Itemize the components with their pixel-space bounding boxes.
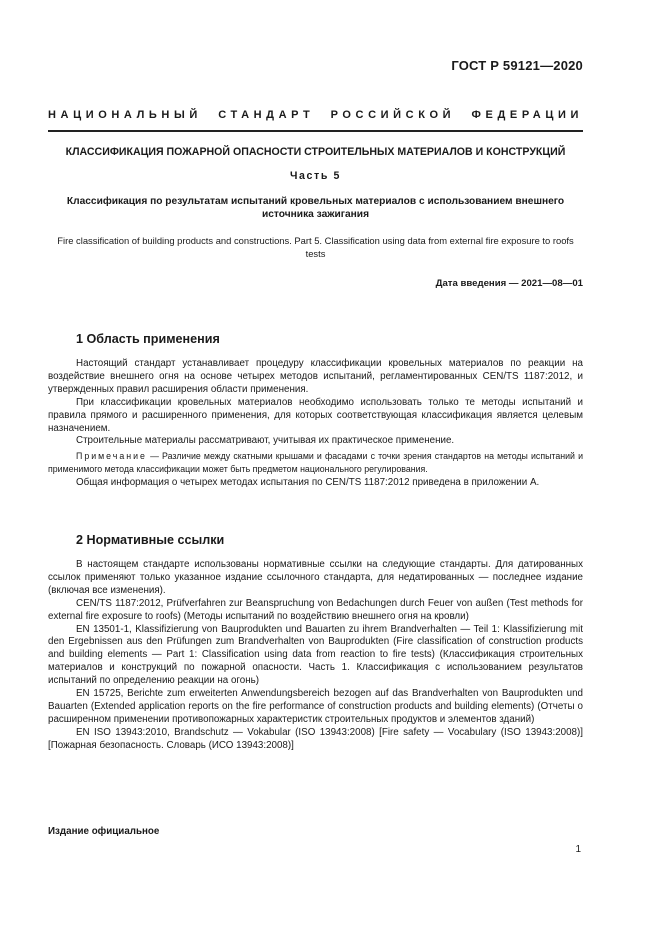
header-divider xyxy=(48,130,583,132)
section-heading: 1 Область применения xyxy=(76,332,220,346)
note xyxy=(48,450,583,475)
national-standard-banner: НАЦИОНАЛЬНЫЙ СТАНДАРТ РОССИЙСКОЙ ФЕДЕРАЦИИ xyxy=(48,109,583,121)
official-edition-label: Издание официальное xyxy=(48,826,160,837)
paragraph: Общая информация о четырех методах испытания по CEN/TS 1187:2012 приведена в приложении А. xyxy=(76,476,540,488)
reference-item: EN 15725, Berichte zum erweiterten Anwendungsbereich bezogen auf das Brandverhalten von Bauprodukten und Bauarten (Extended application reports on the fire performance of construction products and building elements) (Отчеты о расширенном применении противопожарных характеристик строительных продуктов и элементов зданий) xyxy=(48,688,583,725)
paragraph: Настоящий стандарт устанавливает процедуру классификации кровельных материалов по реакции на воздействие внешнего огня на основе четырех методов испытаний, регламентированных CEN/TS 1187:2012, и утвержденных правил расширения области применения. xyxy=(48,358,583,395)
standard-title: КЛАССИФИКАЦИЯ ПОЖАРНОЙ ОПАСНОСТИ СТРОИТЕЛЬНЫХ МАТЕРИАЛОВ И КОНСТРУКЦИЙ xyxy=(65,146,566,158)
paragraph: Строительные материалы рассматривают, учитывая их практическое применение. xyxy=(76,435,455,447)
reference-item: CEN/TS 1187:2012, Prüfverfahren zur Beanspruchung von Bedachungen durch Feuer von außen (Test methods for external fire exposure to roofs) (Методы испытаний по воздействию внешнего огня на кровли) xyxy=(48,597,583,622)
standard-subtitle: Классификация по результатам испытаний кровельных материалов с использованием внешнего источника зажигания xyxy=(66,196,565,220)
paragraph: При классификации кровельных материалов необходимо использовать только те методы испытаний и правила прямого и расширенного применения, для которых соответствующая классификация является целевым назначением. xyxy=(48,396,583,434)
section-scope xyxy=(48,332,583,490)
standard-subtitle-english: Fire classification of building products and constructions. Part 5. Classification using data from external fire exposure to roofs tests xyxy=(57,235,574,259)
paragraph: В настоящем стандарте использованы нормативные ссылки на следующие стандарты. Для датированных ссылок применяют только указанное издание ссылочного стандарта, для недатированных — последнее издание (включая все изменения). xyxy=(48,559,583,596)
note-label: Примечание xyxy=(76,451,147,462)
page-number: 1 xyxy=(575,844,581,855)
introduction-date: Дата введения — 2021—08—01 xyxy=(435,278,583,289)
reference-item: EN 13501-1, Klassifizierung von Bauprodukten und Bauarten zu ihrem Brandverhalten — Teil 1: Klassifizierung mit den Ergebnissen aus den Prüfungen zum Brandverhalten von Bauprodukten (Fire classification of construction products and building elements — Part 1: Classification using data from reaction to fire tests) (Классификация строительных материалов и конструкций по пожарной опасности. Часть 1. Классификация с использованием результатов испытаний по определению реакции на огонь) xyxy=(48,623,583,687)
note-text: — Различие между скатными крышами и фасадами с точки зрения стандартов на методы испытаний и применимого метода классификации может быть предметом национального регулирования. xyxy=(48,451,583,474)
part-label: Часть 5 xyxy=(290,170,341,182)
reference-item: EN ISO 13943:2010, Brandschutz — Vokabular (ISO 13943:2008) [Fire safety — Vocabulary (ISO 13943:2008)] [Пожарная безопасность. Словарь (ИСО 13943:2008)] xyxy=(48,726,583,751)
section-normative-references xyxy=(48,533,583,753)
document-code: ГОСТ Р 59121—2020 xyxy=(451,58,583,73)
section-heading: 2 Нормативные ссылки xyxy=(76,533,225,547)
